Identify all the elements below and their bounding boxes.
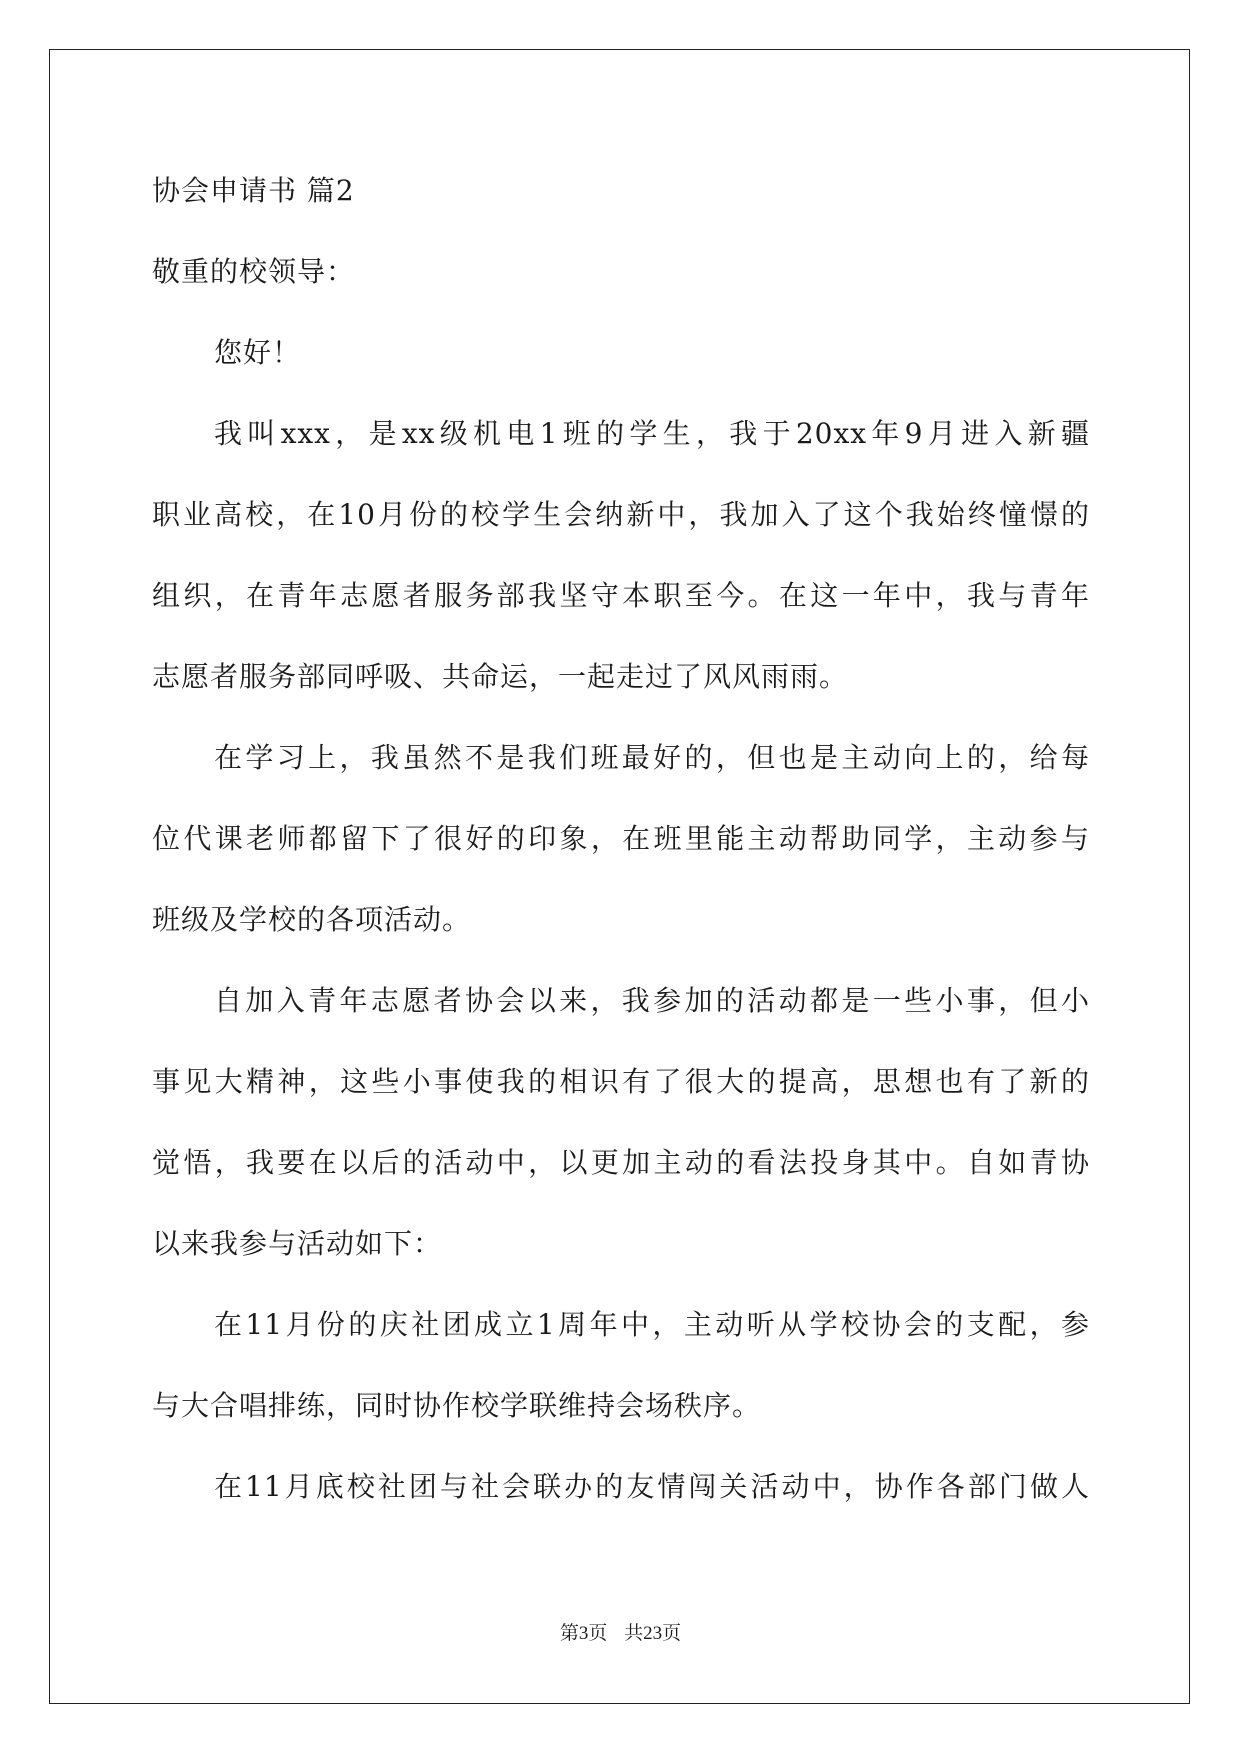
paragraph-line: 志愿者服务部同呼吸、共命运，一起走过了风风雨雨。 [152,660,849,693]
paragraph-line: 在11月份的庆社团成立1周年中，主动听从学校协会的支配，参 [214,1308,1090,1341]
paragraph-line: 职业高校，在10月份的校学生会纳新中，我加入了这个我始终憧憬的 [152,498,1090,531]
paragraph-line: 位代课老师都留下了很好的印象，在班里能主动帮助同学，主动参与 [152,822,1090,855]
paragraph-line: 与大合唱排练，同时协作校学联维持会场秩序。 [152,1389,762,1422]
page-footer [0,1618,1241,1645]
salutation: 敬重的校领导： [152,255,356,288]
paragraph-line: 觉悟，我要在以后的活动中，以更加主动的看法投身其中。自如青协 [152,1146,1090,1179]
document-body [152,166,1090,1543]
paragraph-line: 事见大精神，这些小事使我的相识有了很大的提高，思想也有了新的 [152,1065,1090,1098]
paragraph-line: 在学习上，我虽然不是我们班最好的，但也是主动向上的，给每 [214,741,1090,774]
paragraph-line: 在11月底校社团与社会联办的友情闯关活动中，协作各部门做人 [214,1470,1090,1503]
greeting: 您好！ [214,336,302,369]
paragraph-line: 组织，在青年志愿者服务部我坚守本职至今。在这一年中，我与青年 [152,579,1090,612]
page-number: 第3页 [559,1623,608,1644]
paragraph-line: 以来我参与活动如下： [152,1227,443,1260]
paragraph-line: 我叫xxx，是xx级机电1班的学生，我于20xx年9月进入新疆 [214,417,1090,450]
paragraph-line: 班级及学校的各项活动。 [152,903,472,936]
page-total: 共23页 [624,1623,682,1644]
paragraph-line: 自加入青年志愿者协会以来，我参加的活动都是一些小事，但小 [214,984,1090,1017]
document-title: 协会申请书 篇2 [152,174,355,207]
